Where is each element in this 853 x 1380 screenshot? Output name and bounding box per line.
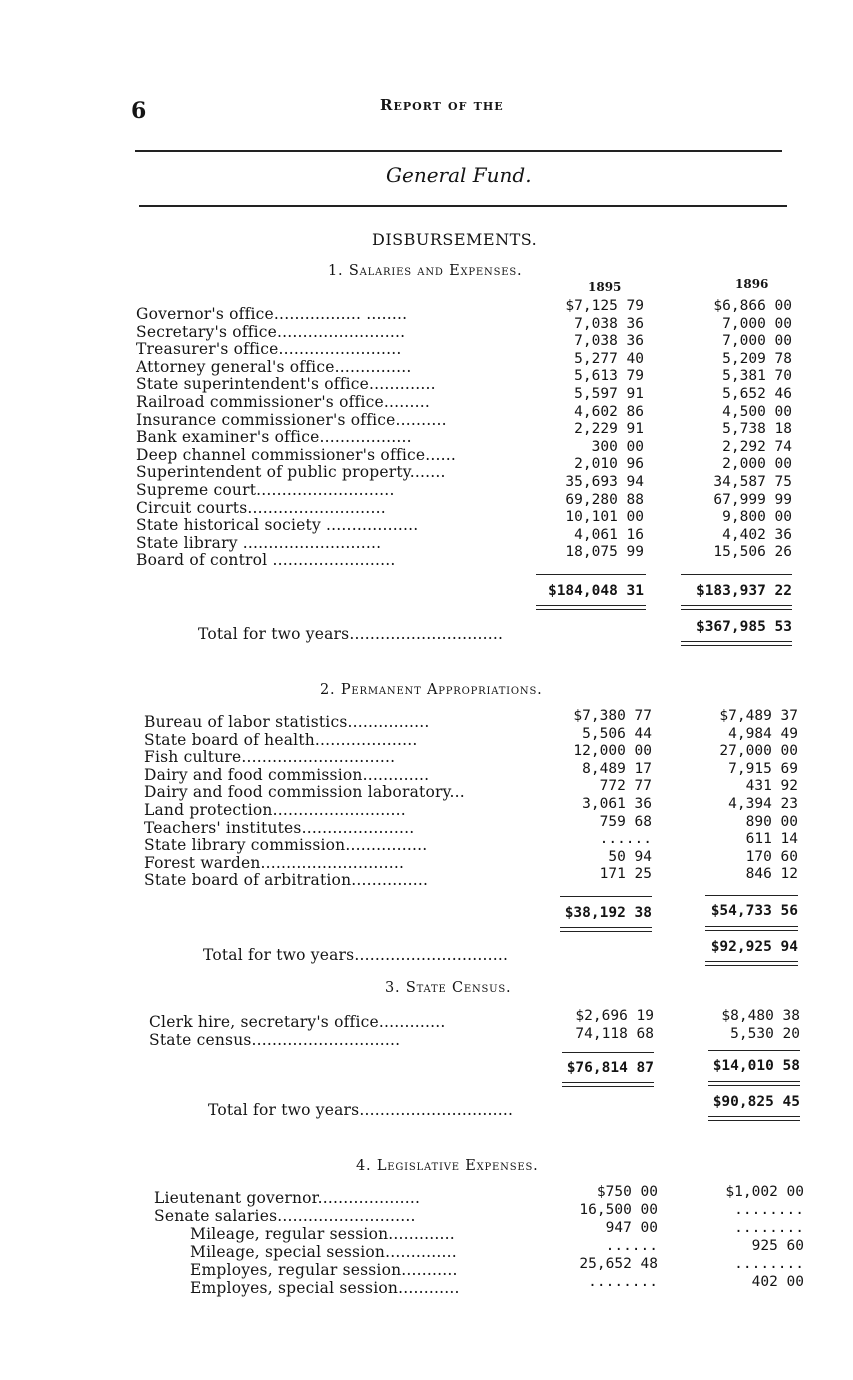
year-1895-header: 1895: [588, 280, 622, 294]
double-rule: [708, 1081, 800, 1086]
section-2-subtotal-1896: $54,733 56: [710, 903, 798, 919]
value-1896: 34,587 75: [713, 474, 792, 490]
value-1896: $8,480 38: [721, 1008, 800, 1024]
value-1895: 50 94: [608, 848, 652, 865]
value-1896: 431 92: [745, 778, 798, 795]
value-1896: 15,506 26: [713, 544, 792, 561]
value-1895: 12,000 00: [573, 743, 652, 760]
value-1895: 4,602 86: [574, 403, 644, 420]
section-1-total-label: Total for two years..............................: [198, 625, 504, 643]
value-1896: $7,489 37: [719, 708, 798, 724]
row-label: Governor's office................. ........: [136, 305, 408, 323]
value-1895: ........: [588, 1274, 658, 1290]
value-1896: ........: [734, 1256, 804, 1272]
value-1895: 25,652 48: [579, 1256, 658, 1272]
value-1896: 4,500 00: [722, 403, 792, 420]
value-1896: 5,738 18: [722, 421, 792, 438]
section-3-subtotal-1895: $76,814 87: [566, 1060, 654, 1076]
row-label: Bureau of labor statistics................: [144, 713, 430, 731]
top-rule: [135, 150, 782, 152]
main-heading: DISBURSEMENTS.: [372, 230, 538, 249]
value-1896: 402 00: [751, 1274, 804, 1290]
row-label: Land protection..........................: [144, 801, 406, 819]
value-1896: 170 60: [745, 848, 798, 865]
value-1896: 846 12: [745, 866, 798, 883]
double-rule: [708, 1116, 800, 1121]
value-1895: $2,696 19: [575, 1008, 654, 1024]
row-label: Teachers' institutes......................: [144, 818, 415, 837]
row-label: State library ...........................: [136, 533, 382, 552]
row-label: State superintendent's office.............: [136, 375, 436, 394]
value-1896: 27,000 00: [719, 743, 798, 760]
row-label: Supreme court...........................: [136, 481, 395, 499]
value-1896: 611 14: [745, 831, 798, 848]
value-1895: 947 00: [605, 1220, 658, 1236]
subtotal-rule: [562, 1052, 654, 1053]
row-label: Insurance commissioner's office..........: [136, 410, 447, 429]
row-label: State library commission................: [144, 836, 428, 855]
value-1895: 3,061 36: [582, 796, 652, 812]
value-1895: 10,101 00: [565, 509, 644, 526]
value-1896: 890 00: [745, 813, 798, 830]
value-1896: 7,915 69: [728, 760, 798, 777]
value-1896: 5,209 78: [722, 350, 792, 367]
double-rule: [705, 961, 798, 966]
value-1896: 7,000 00: [722, 333, 792, 350]
value-1895: 2,010 96: [574, 456, 644, 473]
value-1895: 772 77: [599, 778, 652, 795]
section-1-title: 1. Salaries and Expenses.: [328, 263, 523, 279]
value-1896: ........: [734, 1202, 804, 1218]
row-label: State census.............................: [149, 1031, 401, 1049]
section-1-subtotal-1896: $183,937 22: [695, 583, 792, 599]
double-rule: [536, 605, 646, 610]
row-label: Clerk hire, secretary's office.............: [149, 1013, 446, 1031]
value-1896: 925 60: [751, 1238, 804, 1254]
row-label: Employes, regular session...........: [190, 1261, 458, 1279]
value-1896: 4,402 36: [722, 526, 792, 543]
value-1895: 5,613 79: [574, 368, 644, 385]
section-2-title: 2. Permanent Appropriations.: [320, 682, 543, 698]
value-1895: 2,229 91: [574, 421, 644, 438]
section-2-total: $92,925 94: [710, 939, 798, 955]
section-4-title: 4. Legislative Expenses.: [356, 1158, 539, 1174]
subtotal-rule: [705, 895, 798, 896]
value-1896: 4,984 49: [728, 725, 798, 742]
value-1896: 5,530 20: [730, 1026, 800, 1042]
value-1896: 4,394 23: [728, 796, 798, 812]
row-label: State historical society ..................: [136, 516, 419, 535]
value-1895: $7,125 79: [565, 298, 644, 314]
section-2-total-label: Total for two years..............................: [203, 946, 509, 964]
row-label: State board of health....................: [144, 730, 418, 749]
row-label: Lieutenant governor....................: [154, 1189, 421, 1207]
row-label: Secretary's office.........................: [136, 322, 406, 341]
value-1896: ........: [734, 1220, 804, 1236]
row-label: State board of arbitration...............: [144, 871, 429, 890]
section-1-total: $367,985 53: [695, 619, 792, 635]
value-1896: 7,000 00: [722, 315, 792, 332]
subtotal-rule: [708, 1050, 800, 1051]
section-3-total: $90,825 45: [712, 1094, 800, 1110]
value-1896: 2,000 00: [722, 456, 792, 473]
row-label: Dairy and food commission laboratory...: [144, 783, 465, 802]
row-label: Deep channel commissioner's office......: [136, 445, 456, 464]
section-2-subtotal-1895: $38,192 38: [564, 905, 652, 921]
section-3-total-label: Total for two years..............................: [208, 1101, 514, 1119]
row-label: Board of control ........................: [136, 551, 396, 570]
year-1896-header: 1896: [735, 277, 769, 291]
value-1896: 5,652 46: [722, 386, 792, 402]
section-3-title: 3. State Census.: [385, 980, 512, 996]
row-label: Railroad commissioner's office.........: [136, 393, 431, 411]
section-1-subtotal-1895: $184,048 31: [547, 583, 644, 599]
value-1895: 300 00: [591, 438, 644, 455]
row-label: Superintendent of public property.......: [136, 463, 446, 482]
row-label: Senate salaries...........................: [154, 1207, 416, 1225]
value-1895: 5,597 91: [574, 386, 644, 402]
value-1895: 7,038 36: [574, 333, 644, 350]
double-rule: [681, 641, 792, 646]
value-1895: 16,500 00: [579, 1202, 658, 1218]
value-1895: 5,506 44: [582, 725, 652, 742]
section-3-subtotal-1896: $14,010 58: [712, 1058, 800, 1074]
subtotal-rule: [560, 896, 652, 897]
value-1895: 18,075 99: [565, 544, 644, 561]
value-1896: 67,999 99: [713, 491, 792, 508]
row-label: Dairy and food commission.............: [144, 765, 430, 784]
bottom-rule: [139, 205, 787, 207]
value-1896: 5,381 70: [722, 368, 792, 385]
row-label: Mileage, special session..............: [190, 1243, 457, 1261]
value-1895: 5,277 40: [574, 350, 644, 367]
value-1895: 74,118 68: [575, 1026, 654, 1042]
fund-title: General Fund.: [386, 163, 532, 187]
value-1896: $6,866 00: [713, 298, 792, 314]
subtotal-rule: [681, 574, 792, 575]
value-1896: 9,800 00: [722, 509, 792, 526]
value-1895: 69,280 88: [565, 491, 644, 508]
value-1895: ......: [605, 1238, 658, 1254]
row-label: Treasurer's office........................: [136, 340, 402, 359]
row-label: Bank examiner's office..................: [136, 428, 412, 447]
running-title: Report of the: [380, 96, 504, 114]
value-1895: $7,380 77: [573, 708, 652, 724]
row-label: Fish culture..............................: [144, 748, 396, 767]
page-number: 6: [131, 98, 147, 124]
row-label: Circuit courts...........................: [136, 498, 386, 517]
double-rule: [681, 605, 792, 610]
double-rule: [562, 1082, 654, 1087]
value-1895: 171 25: [599, 866, 652, 883]
value-1895: 35,693 94: [565, 474, 644, 490]
value-1896: 2,292 74: [722, 438, 792, 455]
value-1895: ......: [599, 831, 652, 848]
row-label: Attorney general's office...............: [136, 357, 412, 376]
value-1895: 8,489 17: [582, 760, 652, 777]
value-1895: $750 00: [596, 1184, 658, 1200]
value-1896: $1,002 00: [725, 1184, 804, 1200]
double-rule: [560, 927, 652, 932]
row-label: Mileage, regular session.............: [190, 1225, 455, 1243]
value-1895: 759 68: [599, 813, 652, 830]
double-rule: [705, 926, 798, 931]
subtotal-rule: [536, 574, 646, 575]
value-1895: 7,038 36: [574, 315, 644, 332]
row-label: Employes, special session............: [190, 1279, 460, 1297]
value-1895: 4,061 16: [574, 526, 644, 543]
row-label: Forest warden............................: [144, 853, 405, 872]
